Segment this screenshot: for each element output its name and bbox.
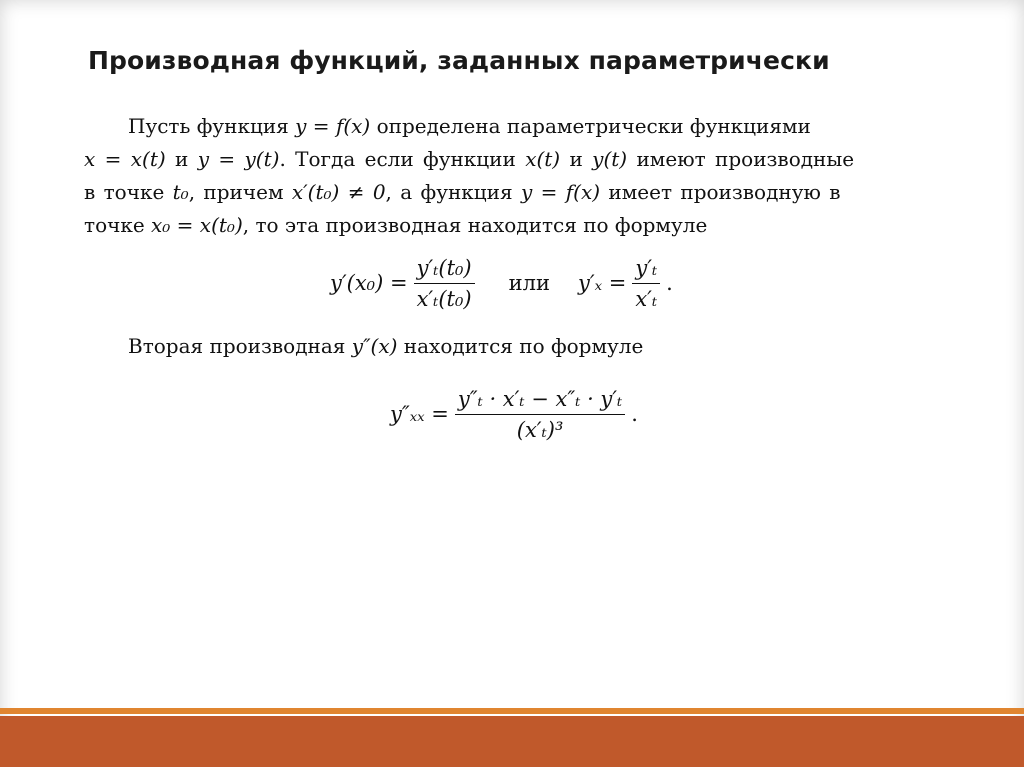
formula1-period: . [666, 271, 673, 295]
footer-accent-line [0, 708, 1024, 714]
formula1-numerator-2: y′ₜ [632, 256, 660, 284]
second-derivative-formula [390, 374, 690, 454]
formula1-fraction-2 [632, 256, 660, 311]
formula2-lhs: y″ₓₓ = [390, 402, 449, 426]
formula2-denominator: (x′ₜ)³ [516, 417, 564, 442]
paragraph-line-2: x = x(t) и y = y(t). Тогда если функции x(t) и y(t) имеют производные [84, 147, 855, 171]
formula2-fraction [455, 387, 625, 442]
formula1-denominator-2: x′ₜ [635, 286, 658, 311]
first-derivative-formula [330, 248, 750, 318]
paragraph-line-4: точке x₀ = x(t₀), то эта производная находится по формуле [84, 213, 708, 237]
slide-title: Производная функций, заданных параметрически [88, 46, 830, 75]
formula2-period: . [631, 402, 638, 426]
formula1-or: или [508, 271, 550, 295]
footer-bar [0, 716, 1024, 767]
formula1-lhs: y′(x₀) = [330, 271, 408, 295]
formula1-fraction [414, 256, 475, 311]
formula1-denominator: x′ₜ(t₀) [416, 286, 472, 311]
definition-paragraph [84, 110, 964, 242]
formula1-lhs2: y′ₓ = [577, 271, 627, 295]
formula2-numerator: y″ₜ · x′ₜ − x″ₜ · y′ₜ [455, 387, 625, 415]
paragraph-line-1: Пусть функция y = f(x) определена параметрически функциями [128, 114, 811, 138]
second-derivative-paragraph: Вторая производная y″(x) находится по формуле [128, 334, 644, 358]
formula1-numerator: y′ₜ(t₀) [414, 256, 475, 284]
paragraph-line-3: в точке t₀, причем x′(t₀) ≠ 0, а функция y = f(x) имеет производную в [84, 180, 841, 204]
